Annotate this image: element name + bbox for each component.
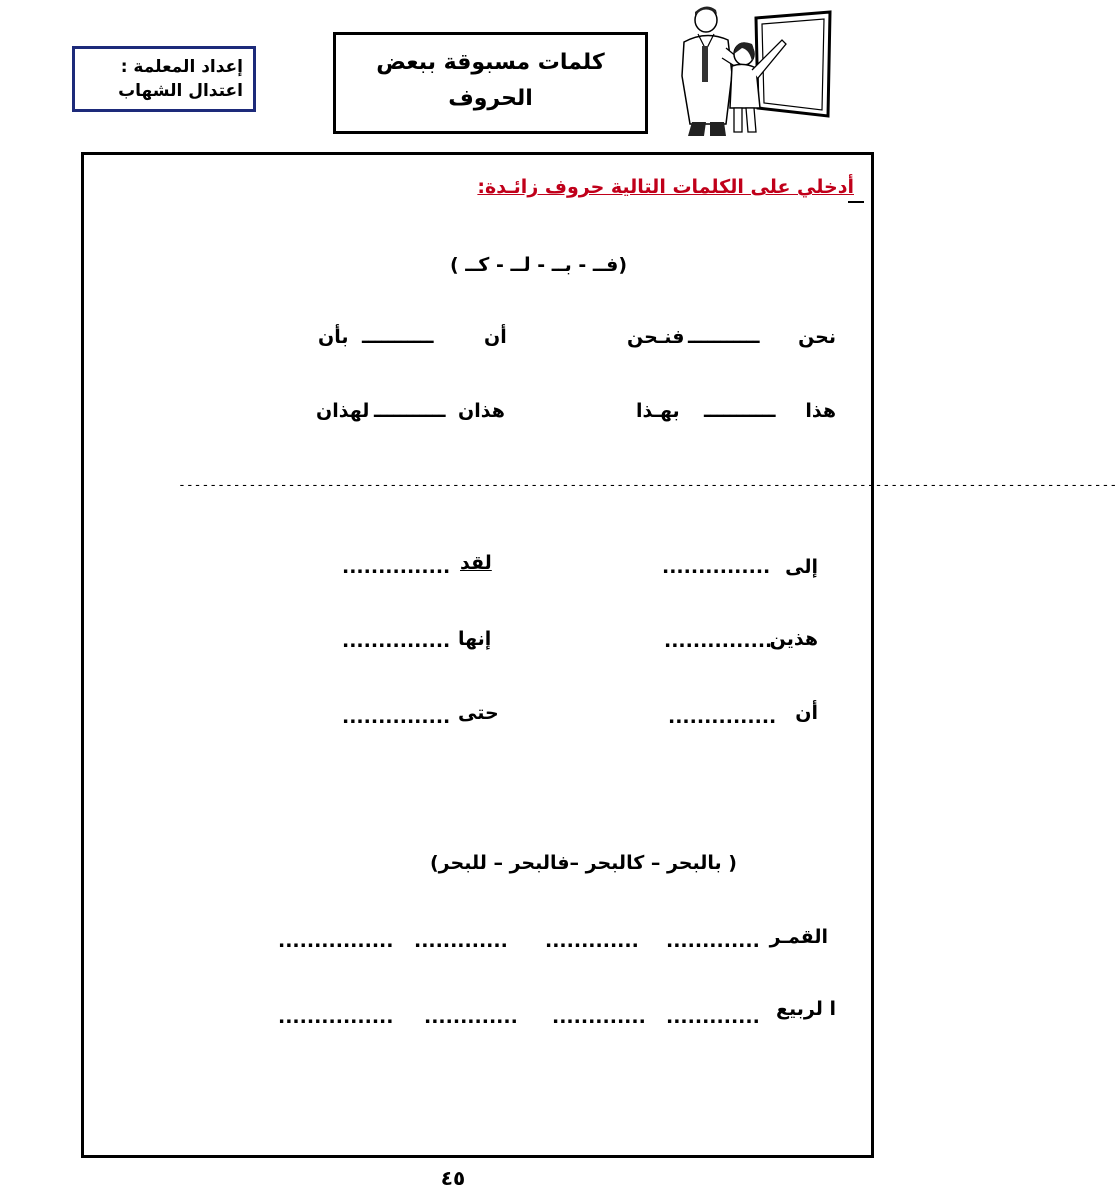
dots-blank: ............. (414, 930, 508, 952)
page-number: ٤٥ (440, 1166, 466, 1190)
dots-blank: ............... (662, 556, 771, 578)
exercise-answer: فنـحن (627, 326, 685, 348)
exercise-word: القمـر (769, 926, 828, 948)
blank-line: ـــــــــــ (362, 326, 434, 348)
blank-line: ـــــــــــ (374, 400, 446, 422)
exercise-word: إلى (785, 556, 818, 578)
dots-blank: ............... (342, 556, 451, 578)
teacher-name-box (72, 46, 256, 112)
dots-blank: ................ (278, 930, 394, 952)
exercise-word: أن (795, 702, 818, 724)
exercise-word: ا لربيع (776, 998, 836, 1020)
dots-blank: ............. (666, 1006, 760, 1028)
exercise-word: إنها (458, 628, 492, 650)
exercise-answer: بأن (318, 326, 349, 348)
dashed-separator: ------------------------------------------------------------------------------------------------------------------------ (178, 478, 1117, 493)
exercise-word: لقد (460, 552, 492, 574)
blank-line: ـــــــــــ (688, 326, 760, 348)
dots-blank: ................ (278, 1006, 394, 1028)
blank-line: ـــــــــــ (704, 400, 776, 422)
dots-blank: ............... (668, 706, 777, 728)
exercise-word: حتى (458, 702, 499, 724)
exercise-word: هذا (805, 400, 836, 422)
exercise-word: هذين (769, 628, 818, 650)
letters-hint: (فــ - بــ - لــ - كــ ) (450, 254, 628, 276)
instruction-lead-line (848, 201, 864, 203)
dots-blank: ............... (342, 706, 451, 728)
exercise-word: هذان (458, 400, 505, 422)
exercise-answer: لهذان (316, 400, 370, 422)
title-line-2: الحروف (448, 86, 533, 111)
options-hint: ( بالبحر – كالبحر –فالبحر – للبحر) (430, 852, 737, 874)
worksheet-title-box (333, 32, 648, 134)
teacher-label: إعداد المعلمة : (120, 57, 243, 77)
dots-blank: ............. (545, 930, 639, 952)
dots-blank: ............. (424, 1006, 518, 1028)
dots-blank: ............. (666, 930, 760, 952)
exercise-answer: بهـذا (636, 400, 680, 422)
dots-blank: ............... (664, 630, 773, 652)
instruction-heading: أدخلي على الكلمات التالية حروف زائـدة: (477, 176, 854, 198)
exercise-word: نحن (798, 326, 836, 348)
dots-blank: ............... (342, 630, 451, 652)
dots-blank: ............. (552, 1006, 646, 1028)
teacher-student-illustration (664, 4, 834, 136)
teacher-name: اعتدال الشهاب (118, 81, 243, 101)
exercise-word: أن (484, 326, 507, 348)
title-line-1: كلمات مسبوقة ببعض (376, 50, 605, 75)
